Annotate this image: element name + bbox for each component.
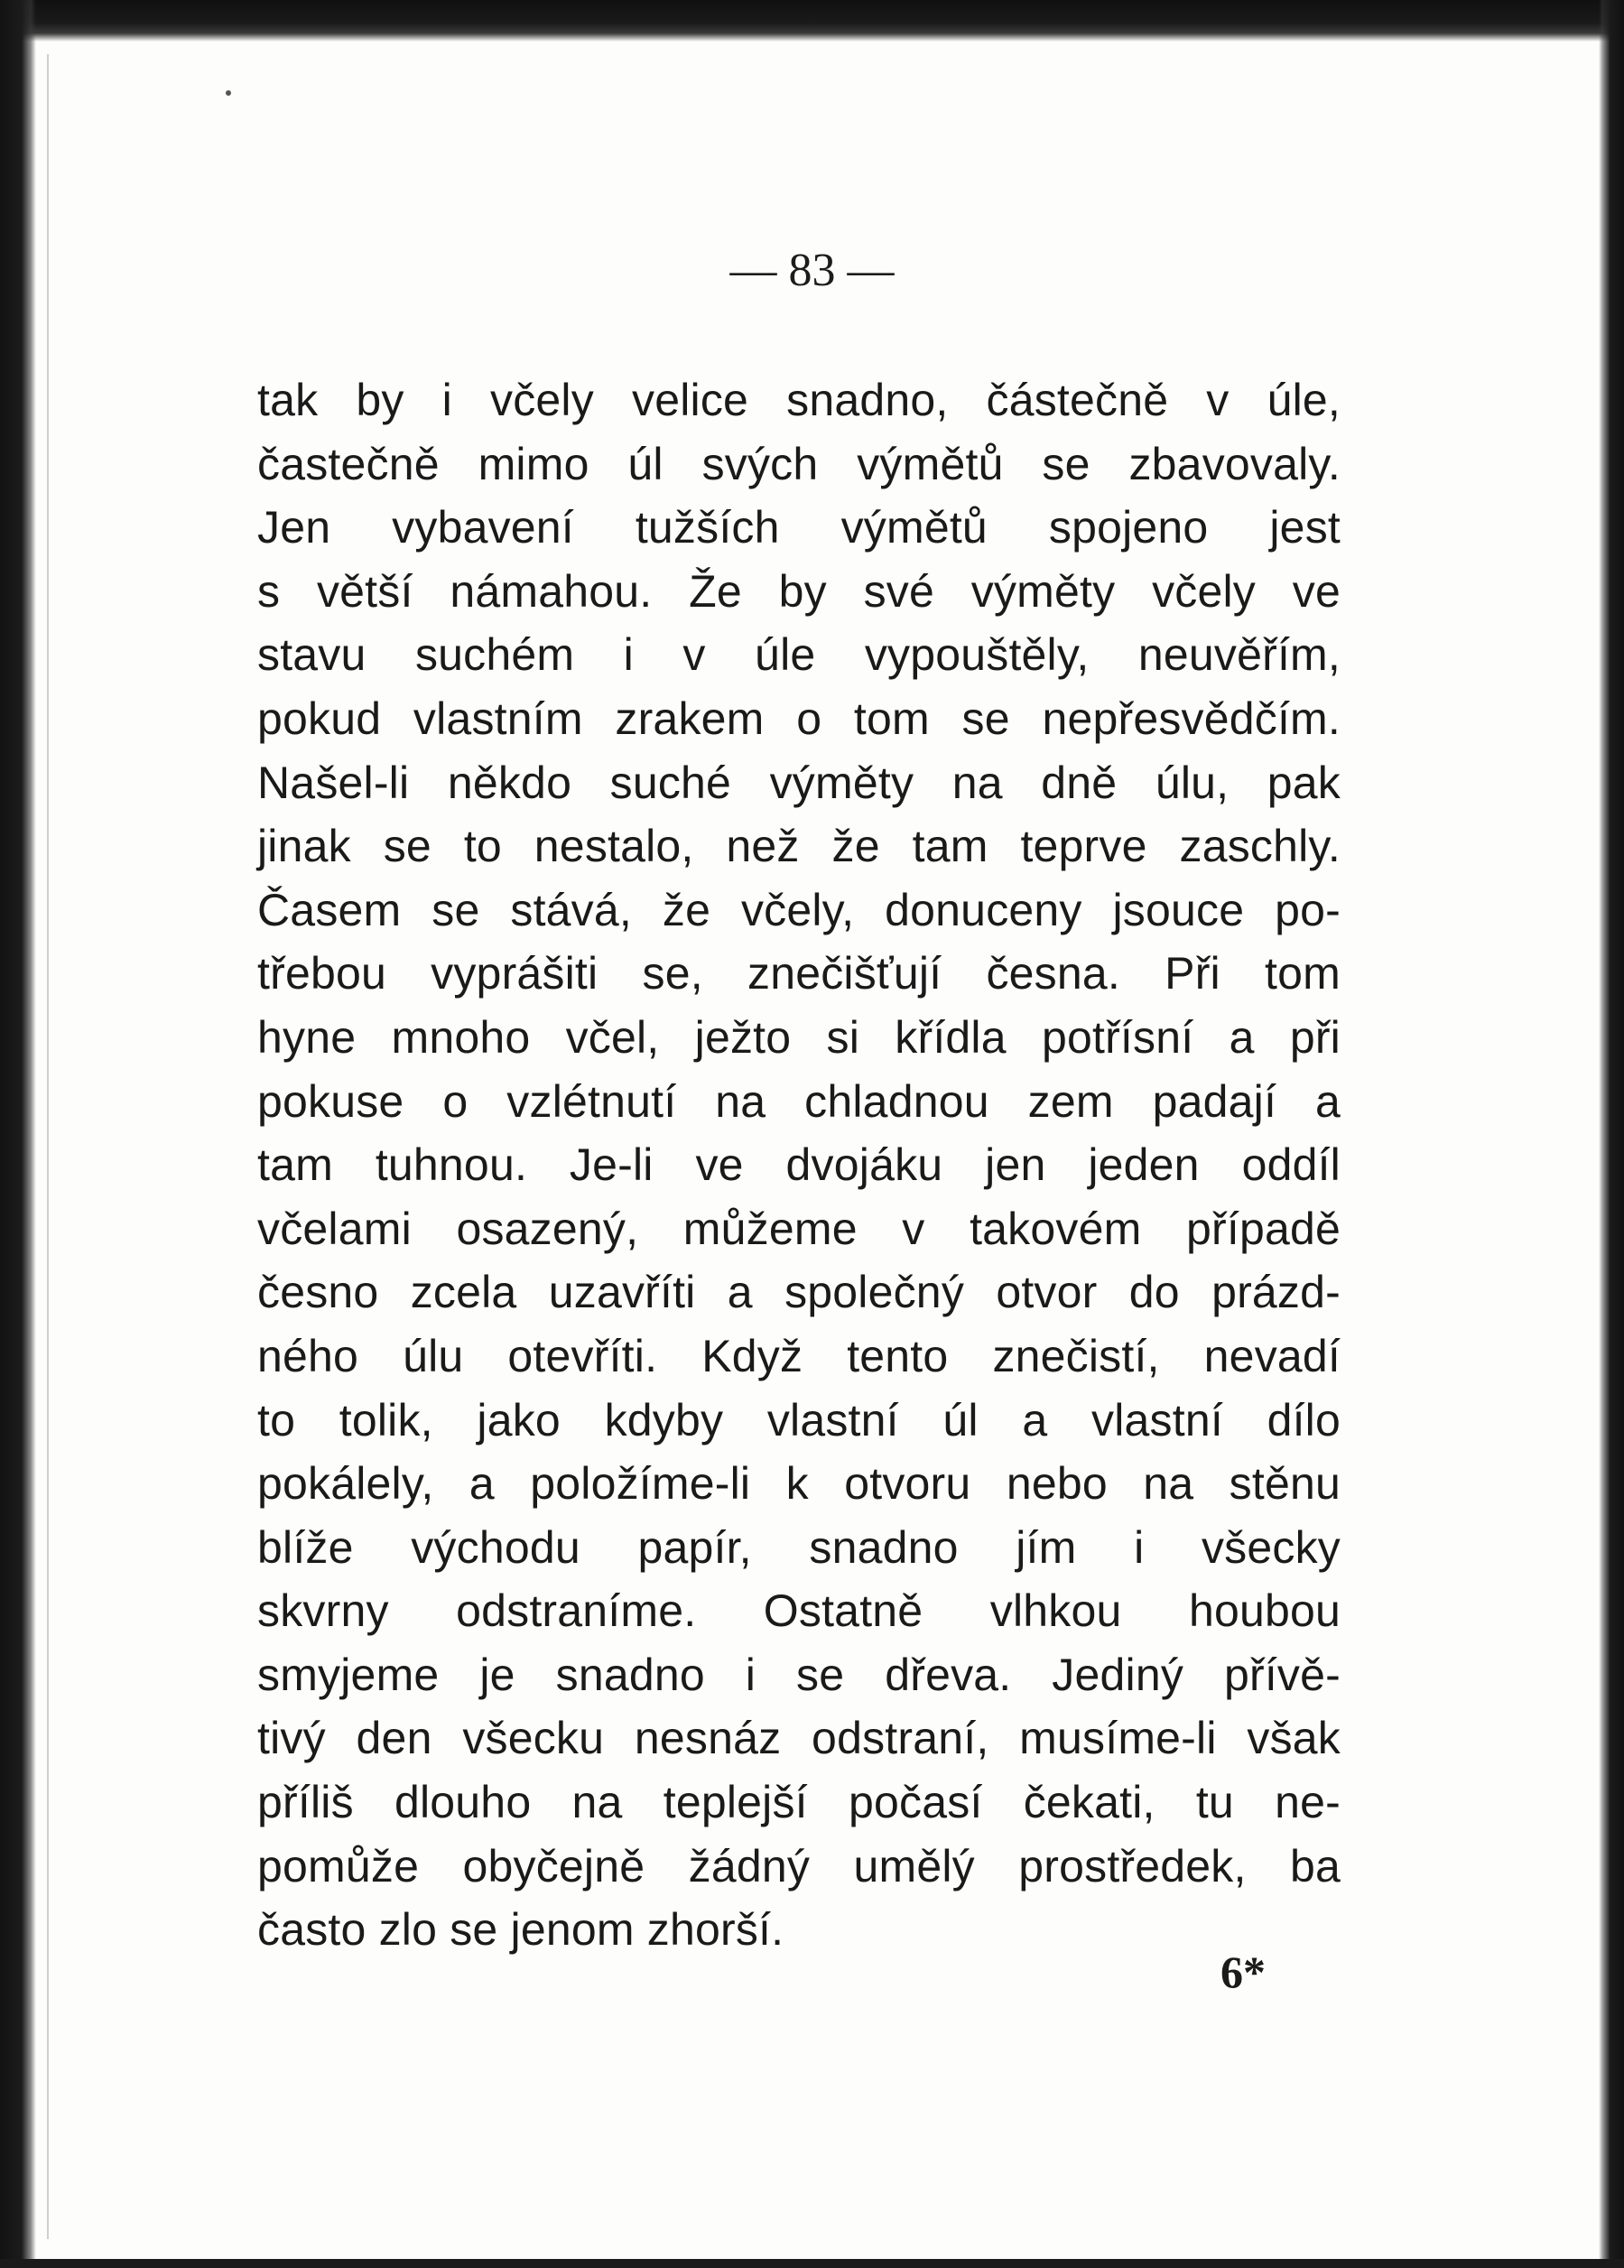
text-line: to tolik, jako kdyby vlastní úl a vlastní dílo (257, 1394, 1341, 1445)
text-line: ného úlu otevříti. Když tento znečistí, nevadí (257, 1330, 1341, 1381)
text-line: pokuse o vzlétnutí na chladnou zem padají a (257, 1075, 1341, 1127)
text-line: skvrny odstraníme. Ostatně vlhkou houbou (257, 1585, 1341, 1637)
text-line: častečně mimo úl svých výmětů se zbavovaly. (257, 438, 1341, 489)
text-line: pokud vlastním zrakem o tom se nepřesvědčím. (257, 692, 1341, 744)
text-line: pomůže obyčejně žádný umělý prostředek, ba (257, 1840, 1341, 1892)
text-line: tam tuhnou. Je-li ve dvojáku jen jeden oddíl (257, 1139, 1341, 1191)
text-line: s větší námahou. Že by své výměty včely ve (257, 565, 1341, 617)
scan-border-top (0, 0, 1624, 42)
ink-speck (226, 90, 231, 96)
page-fold-line (47, 54, 49, 2239)
text-line: hyne mnoho včel, ježto si křídla potřísní a při (257, 1011, 1341, 1063)
scan-border-right (1599, 0, 1624, 2268)
text-line: často zlo se jenom zhorší. (257, 1904, 784, 1956)
text-line: Jen vybavení tužších výmětů spojeno jest (257, 502, 1341, 553)
text-line: pokálely, a položíme-li k otvoru nebo na stěnu (257, 1458, 1341, 1510)
text-line: blíže východu papír, snadno jím i všecky (257, 1521, 1341, 1573)
text-line: tivý den všecku nesnáz odstraní, musíme-li však (257, 1713, 1341, 1764)
text-line: příliš dlouho na teplejší počasí čekati, tu ne- (257, 1777, 1341, 1828)
scan-border-left (0, 0, 36, 2268)
text-line: stavu suchém i v úle vypouštěly, neuvěřím, (257, 629, 1341, 681)
text-line: Našel-li někdo suché výměty na dně úlu, pak (257, 757, 1341, 808)
body-text (257, 368, 1341, 1962)
text-line: Časem se stává, že včely, donuceny jsouce po- (257, 884, 1341, 935)
text-line: jinak se to nestalo, než že tam teprve zaschly. (257, 821, 1341, 872)
scan-border-bottom (0, 2259, 1624, 2268)
text-line: včelami osazený, můžeme v takovém případě (257, 1203, 1341, 1254)
text-line: smyjeme je snadno i se dřeva. Jediný přívě- (257, 1649, 1341, 1700)
text-line: tak by i včely velice snadno, částečně v úle, (257, 375, 1341, 425)
text-line: třebou vyprášiti se, znečišťují česna. Při tom (257, 948, 1341, 999)
page-number-header: — 83 — (729, 245, 895, 296)
signature-mark: 6* (1220, 1947, 1266, 1997)
text-line: česno zcela uzavříti a společný otvor do prázd- (257, 1267, 1341, 1318)
